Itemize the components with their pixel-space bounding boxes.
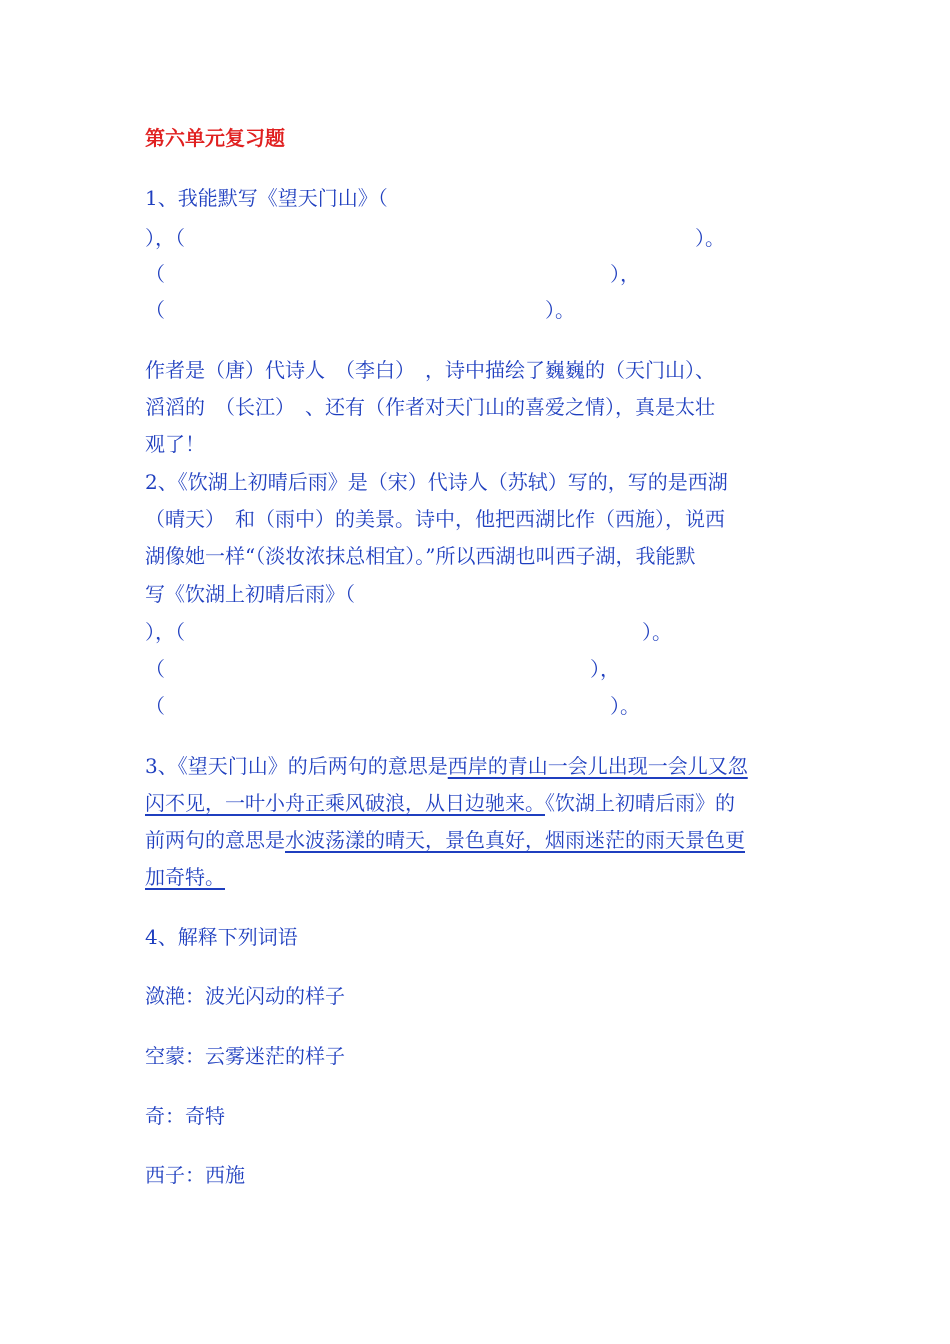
q3-prompt-1: 3、《望天门山》的后两句的意思是 (145, 754, 448, 778)
q1-paragraph-line-3: 观了！ (145, 432, 205, 456)
q3-line-4 (145, 865, 225, 889)
q1-line-2-end: ）。 (695, 226, 725, 250)
q3-line-1 (145, 754, 748, 778)
q2-line-6-end: ）， (590, 657, 620, 681)
q3-answer-1a: 西岸的青山一会儿出现一会儿又忽 (447, 754, 748, 778)
q4-heading: 4、解释下列词语 (145, 925, 298, 949)
q1-line-2-start: ），（ (145, 226, 185, 250)
q2-line-7-start: （ (145, 694, 165, 718)
q2-line-2: （晴天） 和（雨中）的美景。诗中，他把西湖比作（西施），说西 (145, 507, 725, 531)
q3-answer-2b: 加奇特。 (145, 865, 225, 889)
q1-line-3-start: （ (145, 262, 165, 286)
q3-line-3 (145, 828, 745, 852)
q3-line-2 (145, 791, 735, 815)
q2-line-3: 湖像她一样“（淡妆浓抹总相宜）。”所以西湖也叫西子湖，我能默 (145, 544, 696, 568)
q3-answer-1b: 闪不见，一叶小舟正乘风破浪，从日边驰来。 (145, 791, 545, 815)
q1-line-4-start: （ (145, 298, 165, 322)
q2-line-5-end: ）。 (642, 620, 672, 644)
q2-line-1: 2、《饮湖上初晴后雨》是（宋）代诗人（苏轼）写的，写的是西湖 (145, 470, 728, 494)
q4-item-1: 潋滟：波光闪动的样子 (145, 984, 345, 1008)
q4-item-2: 空蒙：云雾迷茫的样子 (145, 1044, 345, 1068)
q1-line-1: 1、我能默写《望天门山》（ (145, 186, 388, 210)
q2-line-5-start: ），（ (145, 620, 185, 644)
q4-item-3: 奇：奇特 (145, 1104, 225, 1128)
q2-line-7-end: ）。 (610, 694, 640, 718)
q3-prompt-2a: 《饮湖上初晴后雨》的 (545, 791, 735, 815)
q1-line-4-end: ）。 (545, 298, 575, 322)
q1-paragraph-line-2: 滔滔的 （长江） 、还有（作者对天门山的喜爱之情），真是太壮 (145, 395, 715, 419)
q1-line-3-end: ）， (610, 262, 640, 286)
q4-item-4: 西子：西施 (145, 1163, 245, 1187)
q2-line-6-start: （ (145, 657, 165, 681)
page-title: 第六单元复习题 (145, 126, 285, 150)
q3-answer-2a: 水波荡漾的晴天，景色真好，烟雨迷茫的雨天景色更 (285, 828, 745, 852)
q3-prompt-2b: 前两句的意思是 (145, 828, 285, 852)
q2-line-4: 写《饮湖上初晴后雨》（ (145, 582, 355, 606)
q1-paragraph-line-1: 作者是（唐）代诗人 （李白） ，诗中描绘了巍巍的（天门山）、 (145, 358, 715, 382)
